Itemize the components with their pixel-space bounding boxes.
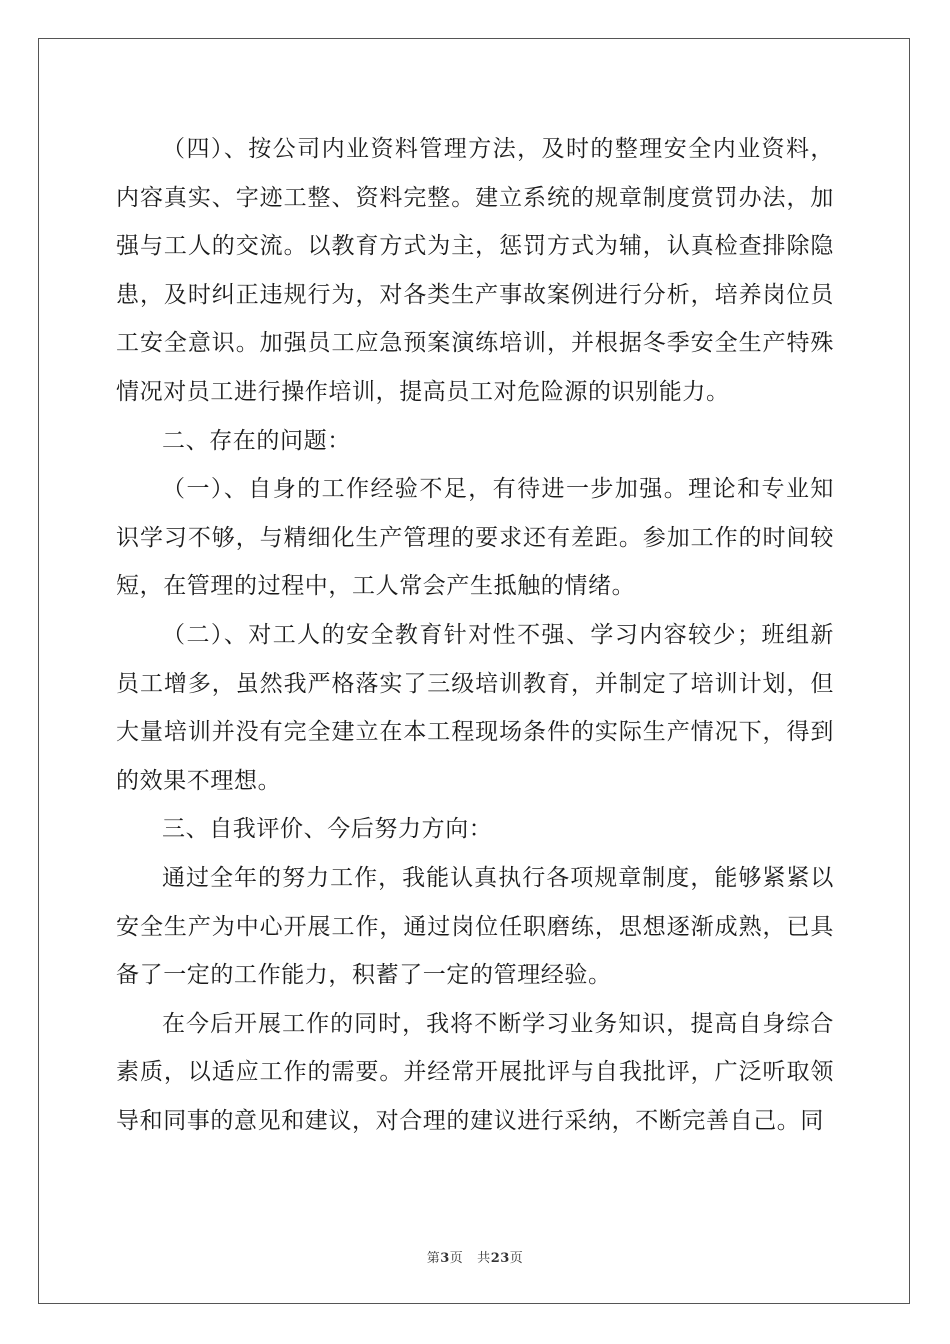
heading-self-evaluation: 三、自我评价、今后努力方向： (162, 816, 493, 843)
page-footer (0, 1247, 950, 1266)
paragraph-section-4: （四）、按公司内业资料管理方法，及时的整理安全内业资料，内容真实、字迹工整、资料完整。建立系统的规章制度赏罚办法，加强与工人的交流。以教育方式为主，惩罚方式为辅，认真检查排除隐患，及时纠正违规行为，对各类生产事故案例进行分析，培养岗位员工安全意识。加强员工应急预案演练培训，并根据冬季安全生产特殊情况对员工进行操作培训，提高员工对危险源的识别能力。 (116, 136, 834, 405)
paragraph-future-direction: 在今后开展工作的同时，我将不断学习业务知识，提高自身综合素质，以适应工作的需要。并经常开展批评与自我批评，广泛听取领导和同事的意见和建议，对合理的建议进行采纳，不断完善自己。同 (116, 1010, 834, 1134)
footer-total-unit: 页 (509, 1251, 524, 1266)
heading-existing-problems: 二、存在的问题： (162, 427, 351, 454)
footer-page-number: 3 (440, 1251, 450, 1266)
footer-page-unit: 页 (449, 1251, 464, 1266)
footer-total-pages: 23 (490, 1251, 510, 1266)
document-body (116, 125, 834, 1145)
footer-prefix: 第 (426, 1251, 441, 1266)
paragraph-evaluation: 通过全年的努力工作，我能认真执行各项规章制度，能够紧紧以安全生产为中心开展工作，通过岗位任职磨练，思想逐渐成熟，已具备了一定的工作能力，积蓄了一定的管理经验。 (116, 864, 834, 989)
paragraph-problem-2: （二）、对工人的安全教育针对性不强、学习内容较少；班组新员工增多，虽然我严格落实了三级培训教育，并制定了培训计划，但大量培训并没有完全建立在本工程现场条件的实际生产情况下，得到的效果不理想。 (116, 621, 834, 794)
footer-total-prefix: 共 (477, 1251, 491, 1266)
paragraph-problem-1: （一）、自身的工作经验不足，有待进一步加强。理论和专业知识学习不够，与精细化生产管理的要求还有差距。参加工作的时间较短，在管理的过程中，工人常会产生抵触的情绪。 (116, 476, 834, 600)
